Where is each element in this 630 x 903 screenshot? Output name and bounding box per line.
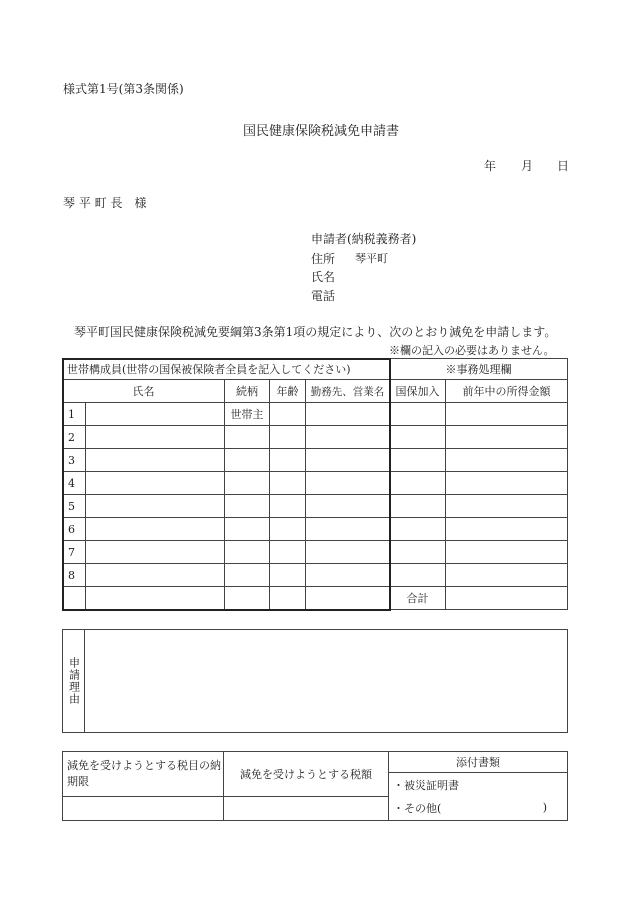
address-value: 琴平町 [355, 252, 388, 265]
workplace-cell[interactable] [306, 564, 390, 587]
workplace-cell[interactable] [306, 403, 390, 426]
bottom-table [62, 751, 568, 821]
income-cell[interactable] [446, 403, 568, 426]
name-cell[interactable] [86, 403, 225, 426]
age-cell[interactable] [270, 472, 306, 495]
table-row [63, 564, 568, 587]
date-day: 日 [557, 159, 570, 173]
name-cell[interactable] [86, 541, 225, 564]
relation-cell[interactable] [225, 587, 270, 610]
relation-cell[interactable] [225, 564, 270, 587]
row-number: 6 [63, 518, 86, 541]
col-name: 氏名 [63, 380, 225, 403]
row-number: 7 [63, 541, 86, 564]
attachment-2-label: ・その他( [393, 802, 442, 816]
workplace-cell[interactable] [306, 518, 390, 541]
age-cell[interactable] [270, 518, 306, 541]
statement: 琴平町国民健康保険税減免要綱第3条第1項の規定により、次のとおり減免を申請します。 [74, 325, 557, 339]
income-cell[interactable] [446, 518, 568, 541]
income-cell[interactable] [446, 472, 568, 495]
attachment-2[interactable] [389, 797, 568, 821]
relation-cell[interactable] [225, 518, 270, 541]
name-label: 氏名 [311, 270, 336, 284]
income-cell[interactable] [446, 495, 568, 518]
workplace-cell[interactable] [306, 426, 390, 449]
age-cell[interactable] [270, 564, 306, 587]
insurance-cell[interactable] [390, 403, 446, 426]
workplace-cell[interactable] [306, 495, 390, 518]
section-header: 世帯構成員(世帯の国保被保険者全員を記入してください) [63, 359, 390, 380]
row-number: 1 [63, 403, 86, 426]
amount-label: 減免を受けようとする税額 [224, 752, 389, 797]
table-row [63, 403, 568, 426]
col-insurance: 国保加入 [390, 380, 446, 403]
attachment-1[interactable]: ・被災証明書 [389, 773, 568, 797]
name-cell[interactable] [86, 449, 225, 472]
income-cell[interactable] [446, 426, 568, 449]
office-header: ※事務処理欄 [390, 359, 568, 380]
relation-cell[interactable] [225, 541, 270, 564]
table-row [63, 449, 568, 472]
workplace-cell[interactable] [306, 449, 390, 472]
row-number [63, 587, 86, 610]
relation-cell[interactable]: 世帯主 [225, 403, 270, 426]
attachments-label: 添付書類 [389, 752, 568, 773]
row-number: 5 [63, 495, 86, 518]
relation-cell[interactable] [225, 449, 270, 472]
insurance-cell[interactable] [390, 518, 446, 541]
attachment-2-close: ) [542, 800, 547, 814]
col-workplace: 勤務先、営業名 [306, 380, 390, 403]
income-cell[interactable] [446, 449, 568, 472]
col-age: 年齢 [270, 380, 306, 403]
insurance-cell[interactable] [390, 541, 446, 564]
deadline-field[interactable] [63, 797, 224, 821]
date-month: 月 [521, 159, 534, 173]
workplace-cell[interactable] [306, 587, 390, 610]
col-relation: 続柄 [225, 380, 270, 403]
date-year: 年 [484, 159, 497, 173]
age-cell[interactable] [270, 541, 306, 564]
table-row [63, 518, 568, 541]
table-row [63, 426, 568, 449]
amount-field[interactable] [224, 797, 389, 821]
age-cell[interactable] [270, 403, 306, 426]
row-number: 8 [63, 564, 86, 587]
name-cell[interactable] [86, 495, 225, 518]
insurance-cell[interactable] [390, 449, 446, 472]
table-row [63, 587, 568, 610]
phone-label: 電話 [311, 289, 336, 303]
workplace-cell[interactable] [306, 472, 390, 495]
relation-cell[interactable] [225, 495, 270, 518]
income-cell[interactable] [446, 564, 568, 587]
addressee: 琴 平 町 長 様 [63, 196, 147, 210]
total-label: 合計 [390, 587, 446, 610]
form-number: 様式第1号(第3条関係) [63, 82, 184, 96]
reason-field[interactable] [85, 630, 568, 733]
applicant-heading: 申請者(納税義務者) [311, 232, 417, 246]
age-cell[interactable] [270, 426, 306, 449]
reason-table [62, 629, 568, 733]
age-cell[interactable] [270, 495, 306, 518]
relation-cell[interactable] [225, 426, 270, 449]
insurance-cell[interactable] [390, 472, 446, 495]
row-number: 3 [63, 449, 86, 472]
members-table [62, 358, 568, 610]
deadline-label: 減免を受けようとする税目の納期限 [63, 752, 224, 797]
name-cell[interactable] [86, 518, 225, 541]
note: ※欄の記入の必要はありません。 [389, 344, 555, 357]
table-row [63, 541, 568, 564]
col-income: 前年中の所得金額 [446, 380, 568, 403]
insurance-cell[interactable] [390, 426, 446, 449]
address-label: 住所 [311, 252, 336, 266]
insurance-cell[interactable] [390, 564, 446, 587]
name-cell[interactable] [86, 426, 225, 449]
age-cell[interactable] [270, 449, 306, 472]
age-cell[interactable] [270, 587, 306, 610]
income-cell[interactable] [446, 541, 568, 564]
name-cell[interactable] [86, 472, 225, 495]
table-row [63, 472, 568, 495]
workplace-cell[interactable] [306, 541, 390, 564]
name-cell[interactable] [86, 587, 225, 610]
name-cell[interactable] [86, 564, 225, 587]
row-number: 4 [63, 472, 86, 495]
total-income-cell[interactable] [446, 587, 568, 610]
relation-cell[interactable] [225, 472, 270, 495]
insurance-cell[interactable] [390, 495, 446, 518]
reason-label: 申請理由 [63, 630, 85, 733]
page-title: 国民健康保険税減免申請書 [243, 124, 400, 139]
table-row [63, 495, 568, 518]
row-number: 2 [63, 426, 86, 449]
